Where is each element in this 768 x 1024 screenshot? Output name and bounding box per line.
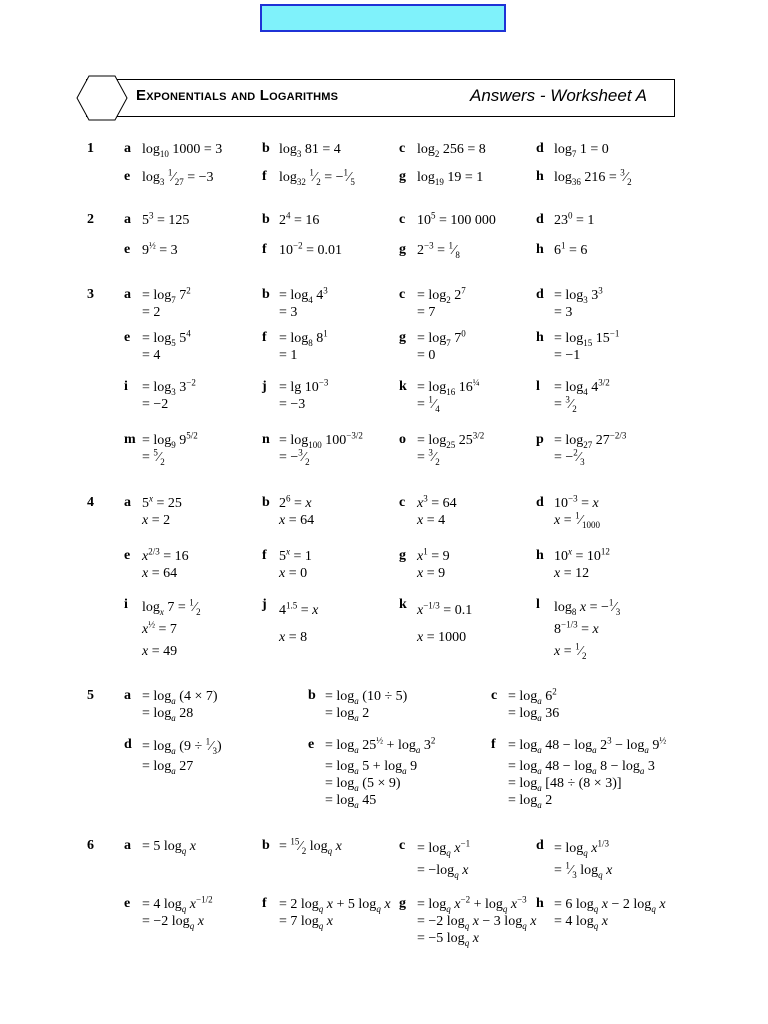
answer: $23^0 = 1$ — [554, 210, 595, 228]
part-label: d — [536, 141, 544, 156]
answer: = 6 $\log_q x - 2$ $\log_q x$ = 4 $\log_q x$ — [554, 897, 666, 931]
part-label: b — [262, 212, 270, 227]
part-label: i — [124, 597, 128, 612]
answer: $10^x = 10^{12}$ x = 12 — [554, 546, 610, 581]
part-label: d — [536, 287, 544, 302]
part-label: f — [262, 169, 267, 184]
part-label: d — [536, 838, 544, 853]
part-label: e — [124, 330, 131, 345]
part-label: e — [124, 242, 131, 257]
part-label: h — [536, 242, 544, 257]
part-label: k — [399, 379, 407, 394]
answer: $9^{\frac{1}{2}} = 3$ — [142, 240, 178, 258]
answer: $10^5 = 100$ 000 — [417, 210, 496, 228]
part-label: g — [399, 169, 406, 184]
answer: $\log_7 1 = 0$ — [554, 142, 609, 159]
answer: $5^3 = 125$ — [142, 210, 190, 228]
part-label: h — [536, 548, 544, 563]
answer: = $\log_9 9^{5/2}$ = $^5⁄_2$ — [142, 430, 198, 467]
part-label: a — [124, 212, 131, 227]
answer: = 5 $\log_q x$ — [142, 839, 197, 856]
answer: $5^x = 25$ x = 2 — [142, 493, 182, 528]
answer: = $\log_8 8^1$ = 1 — [279, 328, 328, 363]
answer: $10^{-2} = 0.01$ — [279, 240, 342, 258]
answer: = $\log_4 4^3$ = 3 — [279, 285, 328, 320]
top-banner — [260, 4, 506, 32]
part-label: c — [399, 212, 406, 227]
part-label: j — [262, 379, 267, 394]
part-label: h — [536, 896, 544, 911]
answer: = $\log_a 25^{\frac{1}{2}} + \log_a 3^2$ = $\log_a 5 + \log_a 9$ = $\log_a (5 \times 9)$ = $\log_a 45$ — [325, 735, 436, 810]
answer: = $\log_a (4 \times 7)$ = $\log_a 28$ — [142, 689, 218, 723]
part-label: i — [124, 379, 128, 394]
part-label: a — [124, 287, 131, 302]
part-label: n — [262, 432, 270, 447]
part-label: a — [124, 141, 131, 156]
part-label: g — [399, 548, 406, 563]
part-label: e — [308, 737, 315, 752]
answer: $\log_{32}$ $^1⁄_2$ = $-^1⁄_5$ — [279, 167, 355, 187]
part-label: f — [491, 737, 496, 752]
answer: $\log_3$ $^1⁄_{27} = -3$ — [142, 167, 214, 187]
answer: = 4 $\log_q x^{-1/2}$ = −2 $\log_q x$ — [142, 894, 213, 931]
question-number: 3 — [87, 287, 94, 302]
part-label: o — [399, 432, 406, 447]
answer: = $\log_4 4^{3/2}$ = $^3⁄_2$ — [554, 377, 610, 414]
answer: = $\log_q x^{1/3}$ = $^1⁄_3$ $\log_q x$ — [554, 838, 613, 880]
answer: $\log_3 81 = 4$ — [279, 142, 341, 159]
answer: $x^1 = 9$ x = 9 — [417, 546, 450, 581]
part-label: d — [124, 737, 132, 752]
answer: = $\log_3 3^3$ = 3 — [554, 285, 603, 320]
question-number: 5 — [87, 688, 94, 703]
answer: $6^1 = 6$ — [554, 240, 588, 258]
part-label: g — [399, 242, 406, 257]
part-label: c — [491, 688, 498, 703]
question-number: 1 — [87, 141, 94, 156]
part-label: g — [399, 896, 406, 911]
answer: = $^{15}⁄_2$ $\log_q x$ — [279, 836, 342, 856]
question-number: 4 — [87, 495, 94, 510]
worksheet-title: Exponentials and Logarithms — [136, 87, 339, 104]
answer: = $\log_q x^{-1}$ = $-\log_q$ x — [417, 838, 471, 880]
part-label: g — [399, 330, 406, 345]
part-label: c — [399, 287, 406, 302]
part-label: c — [399, 495, 406, 510]
part-label: l — [536, 597, 540, 612]
part-label: h — [536, 330, 544, 345]
worksheet-subtitle: Answers - Worksheet A — [470, 86, 647, 105]
question-number: 6 — [87, 838, 94, 853]
part-label: b — [262, 495, 270, 510]
part-label: d — [536, 495, 544, 510]
answer: $2^4 = 16$ — [279, 210, 320, 228]
answer: = $\log_a 6^2$ = $\log_a 36$ — [508, 686, 560, 723]
part-label: a — [124, 838, 131, 853]
answer: $\log_x 7$ = $^1⁄_2$ $x^{\frac{1}{2}} = 7$ x = 49 — [142, 597, 201, 659]
answer: = $\log_{100} 100^{-3/2}$ = $-^3⁄_2$ — [279, 430, 363, 467]
answer: $\log_{10} 1000 = 3$ — [142, 142, 223, 159]
answer: = $\lg 10^{-3}$ = −3 — [279, 377, 329, 412]
part-label: b — [262, 838, 270, 853]
part-label: f — [262, 242, 267, 257]
answer: = $\log_3 3^{-2}$ = −2 — [142, 377, 196, 412]
part-label: m — [124, 432, 136, 447]
part-label: c — [399, 838, 406, 853]
part-label: j — [262, 597, 267, 612]
answer: = $\log_7 7^0$ = 0 — [417, 328, 466, 363]
answer: $2^{-3}$ = $^1⁄_8$ — [417, 240, 460, 260]
answer: $x^{2/3} = 16$ x = 64 — [142, 546, 189, 581]
answer: $5^x = 1$ x = 0 — [279, 546, 312, 581]
part-label: a — [124, 688, 131, 703]
answer: = $\log_{27} 27^{-2/3}$ = $-^2⁄_3$ — [554, 430, 627, 467]
part-label: f — [262, 330, 267, 345]
part-label: h — [536, 169, 544, 184]
part-label: f — [262, 896, 267, 911]
answer: $\log_8 x$ = $-^1⁄_3$ $8^{-1/3} = x$ $x = ^1⁄_2$ — [554, 597, 621, 661]
answer: = $\log_q x^{-2} + \log_q x^{-3}$ = −2 $\log_q x - 3$ $\log_q x$ = −5 $\log_q x$ — [417, 894, 537, 948]
answer: = $\log_a (9$ ÷ $^1⁄_3$) = $\log_a 27$ — [142, 736, 222, 776]
part-label: b — [308, 688, 316, 703]
part-label: c — [399, 141, 406, 156]
answer: = $\log_{16} 16^{\frac{1}{4}}$ = $^1⁄_4$ — [417, 377, 480, 414]
part-label: l — [536, 379, 540, 394]
part-label: e — [124, 169, 131, 184]
answer: $2^6 = x$ x = 64 — [279, 493, 315, 528]
part-label: e — [124, 548, 131, 563]
answer: $10^{-3} = x$ $x = ^1⁄_{1000}$ — [554, 493, 600, 530]
answer: $\log_{19} 19 = 1$ — [417, 170, 484, 187]
part-label: b — [262, 287, 270, 302]
question-number: 2 — [87, 212, 94, 227]
answer: = $\log_7 7^2$ = 2 — [142, 285, 191, 320]
answer: $\log_{36} 216$ = $^3⁄_2$ — [554, 167, 632, 187]
answer: = $\log_{25} 25^{3/2}$ = $^3⁄_2$ — [417, 430, 485, 467]
answer: = $\log_a (10 \div 5)$ = $\log_a 2$ — [325, 689, 408, 723]
answer: $x^{-1/3} = 0.1$ x = 1000 — [417, 600, 473, 645]
part-label: d — [536, 212, 544, 227]
answer: $\log_2 256 = 8$ — [417, 142, 486, 159]
part-label: b — [262, 141, 270, 156]
answer: = 2 $\log_q x + 5$ $\log_q x$ = 7 $\log_q x$ — [279, 897, 391, 931]
answer: = $\log_2 2^7$ = 7 — [417, 285, 466, 320]
answer: $4^{1.5} = x$ x = 8 — [279, 600, 319, 645]
part-label: a — [124, 495, 131, 510]
part-label: e — [124, 896, 131, 911]
answer: = $\log_a 48 - \log_a 2^3 - \log_a 9^{\frac{1}{2}}$ = $\log_a 48 - \log_a 8 - \log_a 3$ = $\log_a [48 \div (8 \times 3)]$ = $\log_a 2$ — [508, 735, 667, 810]
part-label: f — [262, 548, 267, 563]
answer: = $\log_5 5^4$ = 4 — [142, 328, 191, 363]
hexagon-icon — [76, 75, 128, 121]
answer: $x^3 = 64$ x = 4 — [417, 493, 457, 528]
answer: = $\log_{15} 15^{-1}$ = −1 — [554, 328, 620, 363]
part-label: p — [536, 432, 544, 447]
part-label: k — [399, 597, 407, 612]
